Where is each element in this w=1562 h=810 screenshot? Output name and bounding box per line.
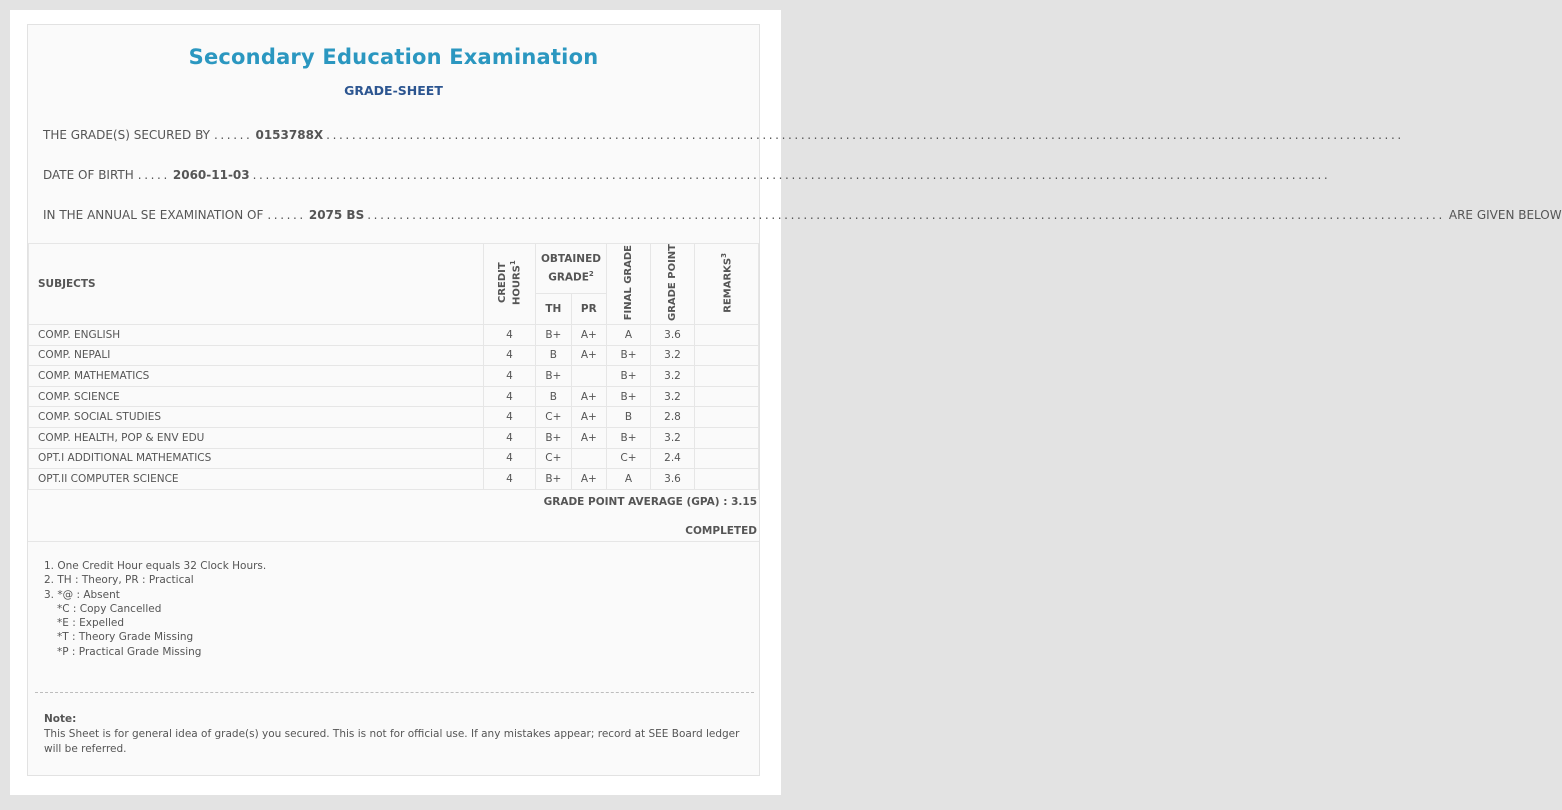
header-credit-hours-label: CREDIT HOURS — [496, 262, 523, 305]
exam-line — [43, 208, 1562, 224]
grade-sheet-heading: GRADE-SHEET — [344, 83, 443, 98]
table-row — [29, 407, 759, 428]
dot-leader: ........................................................................................................................................................................ — [326, 128, 1404, 142]
credit-cell: 4 — [484, 469, 536, 490]
subject-cell: COMP. ENGLISH — [29, 325, 484, 346]
dot-leader: ..... — [137, 168, 170, 182]
header-credit-hours — [484, 244, 536, 325]
grade-point-cell: 3.6 — [651, 325, 695, 346]
header-pr: PR — [571, 294, 606, 325]
final-grade-cell: B+ — [607, 386, 651, 407]
footnote-item: 3. *@ : Absent — [44, 588, 120, 601]
pr-grade-cell — [571, 448, 606, 469]
footnote-item: *C : Copy Cancelled — [57, 602, 162, 615]
credit-cell: 4 — [484, 448, 536, 469]
grade-point-cell: 2.8 — [651, 407, 695, 428]
th-grade-cell: B — [536, 386, 572, 407]
th-grade-cell: C+ — [536, 448, 572, 469]
subject-cell: OPT.I ADDITIONAL MATHEMATICS — [29, 448, 484, 469]
table-row — [29, 345, 759, 366]
header-remarks — [695, 244, 759, 325]
header-grade-point-label: GRADE POINT — [667, 244, 678, 322]
symbol-number: 0153788X — [255, 128, 324, 142]
table-row — [29, 469, 759, 490]
grades-table — [28, 243, 759, 490]
exam-label: IN THE ANNUAL SE EXAMINATION OF — [43, 208, 264, 222]
header-obtained-grade — [536, 244, 607, 294]
grade-point-cell: 3.6 — [651, 469, 695, 490]
final-grade-cell: B+ — [607, 427, 651, 448]
table-row — [29, 366, 759, 387]
credit-cell: 4 — [484, 407, 536, 428]
remarks-cell — [695, 386, 759, 407]
subject-cell: COMP. SOCIAL STUDIES — [29, 407, 484, 428]
grade-point-cell: 3.2 — [651, 427, 695, 448]
gpa-summary: GRADE POINT AVERAGE (GPA) : 3.15 — [543, 496, 757, 508]
exam-year: 2075 BS — [308, 208, 365, 222]
remarks-cell — [695, 469, 759, 490]
table-row — [29, 325, 759, 346]
th-grade-cell: B+ — [536, 366, 572, 387]
pr-grade-cell — [571, 366, 606, 387]
result-status: COMPLETED — [685, 525, 757, 537]
secured-by-line — [43, 128, 1404, 144]
table-row — [29, 386, 759, 407]
th-grade-cell: B+ — [536, 469, 572, 490]
exam-title: Secondary Education Examination — [188, 45, 599, 69]
subject-cell: COMP. NEPALI — [29, 345, 484, 366]
th-grade-cell: B — [536, 345, 572, 366]
dob-label: DATE OF BIRTH — [43, 168, 134, 182]
table-row — [29, 427, 759, 448]
footnote-item: *E : Expelled — [57, 617, 125, 630]
header-subjects: SUBJECTS — [29, 244, 484, 325]
grade-point-cell: 2.4 — [651, 448, 695, 469]
grades-table-body — [29, 325, 759, 490]
footnotes — [44, 559, 266, 659]
footnote-item: 2. TH : Theory, PR : Practical — [44, 574, 194, 587]
credit-cell: 4 — [484, 366, 536, 387]
subject-cell: COMP. HEALTH, POP & ENV EDU — [29, 427, 484, 448]
header-remarks-label: REMARKS — [722, 257, 734, 313]
final-grade-cell: A — [607, 469, 651, 490]
pr-grade-cell: A+ — [571, 325, 606, 346]
header-final-grade-label: FINAL GRADE — [623, 244, 634, 321]
final-grade-cell: C+ — [607, 448, 651, 469]
dob-line — [43, 168, 1331, 184]
footnote-ref-2: 2 — [588, 269, 594, 278]
remarks-cell — [695, 345, 759, 366]
pr-grade-cell: A+ — [571, 469, 606, 490]
credit-cell: 4 — [484, 345, 536, 366]
grade-point-cell: 3.2 — [651, 345, 695, 366]
grade-point-cell: 3.2 — [651, 386, 695, 407]
remarks-cell — [695, 407, 759, 428]
pr-grade-cell: A+ — [571, 407, 606, 428]
final-grade-cell: B — [607, 407, 651, 428]
header-grade-point — [651, 244, 695, 325]
final-grade-cell: B+ — [607, 366, 651, 387]
credit-cell: 4 — [484, 325, 536, 346]
final-grade-cell: B+ — [607, 345, 651, 366]
header-obtained-grade-label: OBTAINED GRADE — [541, 252, 601, 284]
dot-leader: ........................................................................................................................................................................ — [252, 168, 1331, 182]
th-grade-cell: B+ — [536, 325, 572, 346]
grade-point-cell: 3.2 — [651, 366, 695, 387]
date-of-birth: 2060-11-03 — [172, 168, 250, 182]
note-title: Note: — [44, 713, 77, 725]
exam-suffix: ARE GIVEN BELOW — [1448, 208, 1562, 222]
subject-cell: COMP. SCIENCE — [29, 386, 484, 407]
secured-by-label: THE GRADE(S) SECURED BY — [43, 128, 210, 142]
footnote-item: *P : Practical Grade Missing — [57, 645, 202, 658]
credit-cell: 4 — [484, 386, 536, 407]
footnote-ref-3: 3 — [720, 252, 729, 258]
footnote-ref-1: 1 — [508, 260, 517, 265]
table-row — [29, 448, 759, 469]
dashed-divider — [35, 692, 754, 693]
divider — [28, 541, 759, 542]
remarks-cell — [695, 427, 759, 448]
remarks-cell — [695, 448, 759, 469]
dot-leader: ...... — [213, 128, 253, 142]
note-text: This Sheet is for general idea of grade(s) you secured. This is not for official use. If any mistakes appear; record at SEE Board ledger will be referred. — [44, 728, 740, 755]
header-th: TH — [536, 294, 572, 325]
footnote-item: *T : Theory Grade Missing — [57, 631, 194, 644]
remarks-cell — [695, 325, 759, 346]
th-grade-cell: C+ — [536, 407, 572, 428]
grades-table-head — [29, 244, 759, 325]
header-final-grade — [607, 244, 651, 325]
pr-grade-cell: A+ — [571, 386, 606, 407]
final-grade-cell: A — [607, 325, 651, 346]
pr-grade-cell: A+ — [571, 427, 606, 448]
pr-grade-cell: A+ — [571, 345, 606, 366]
subject-cell: COMP. MATHEMATICS — [29, 366, 484, 387]
grade-sheet — [27, 24, 1562, 776]
footnote-item: 1. One Credit Hour equals 32 Clock Hours. — [44, 560, 267, 572]
dot-leader: ........................................................................................................................................................................ — [367, 208, 1445, 222]
remarks-cell — [695, 366, 759, 387]
th-grade-cell: B+ — [536, 427, 572, 448]
subject-cell: OPT.II COMPUTER SCIENCE — [29, 469, 484, 490]
credit-cell: 4 — [484, 427, 536, 448]
dot-leader: ...... — [267, 208, 306, 222]
page-container — [10, 10, 1562, 795]
